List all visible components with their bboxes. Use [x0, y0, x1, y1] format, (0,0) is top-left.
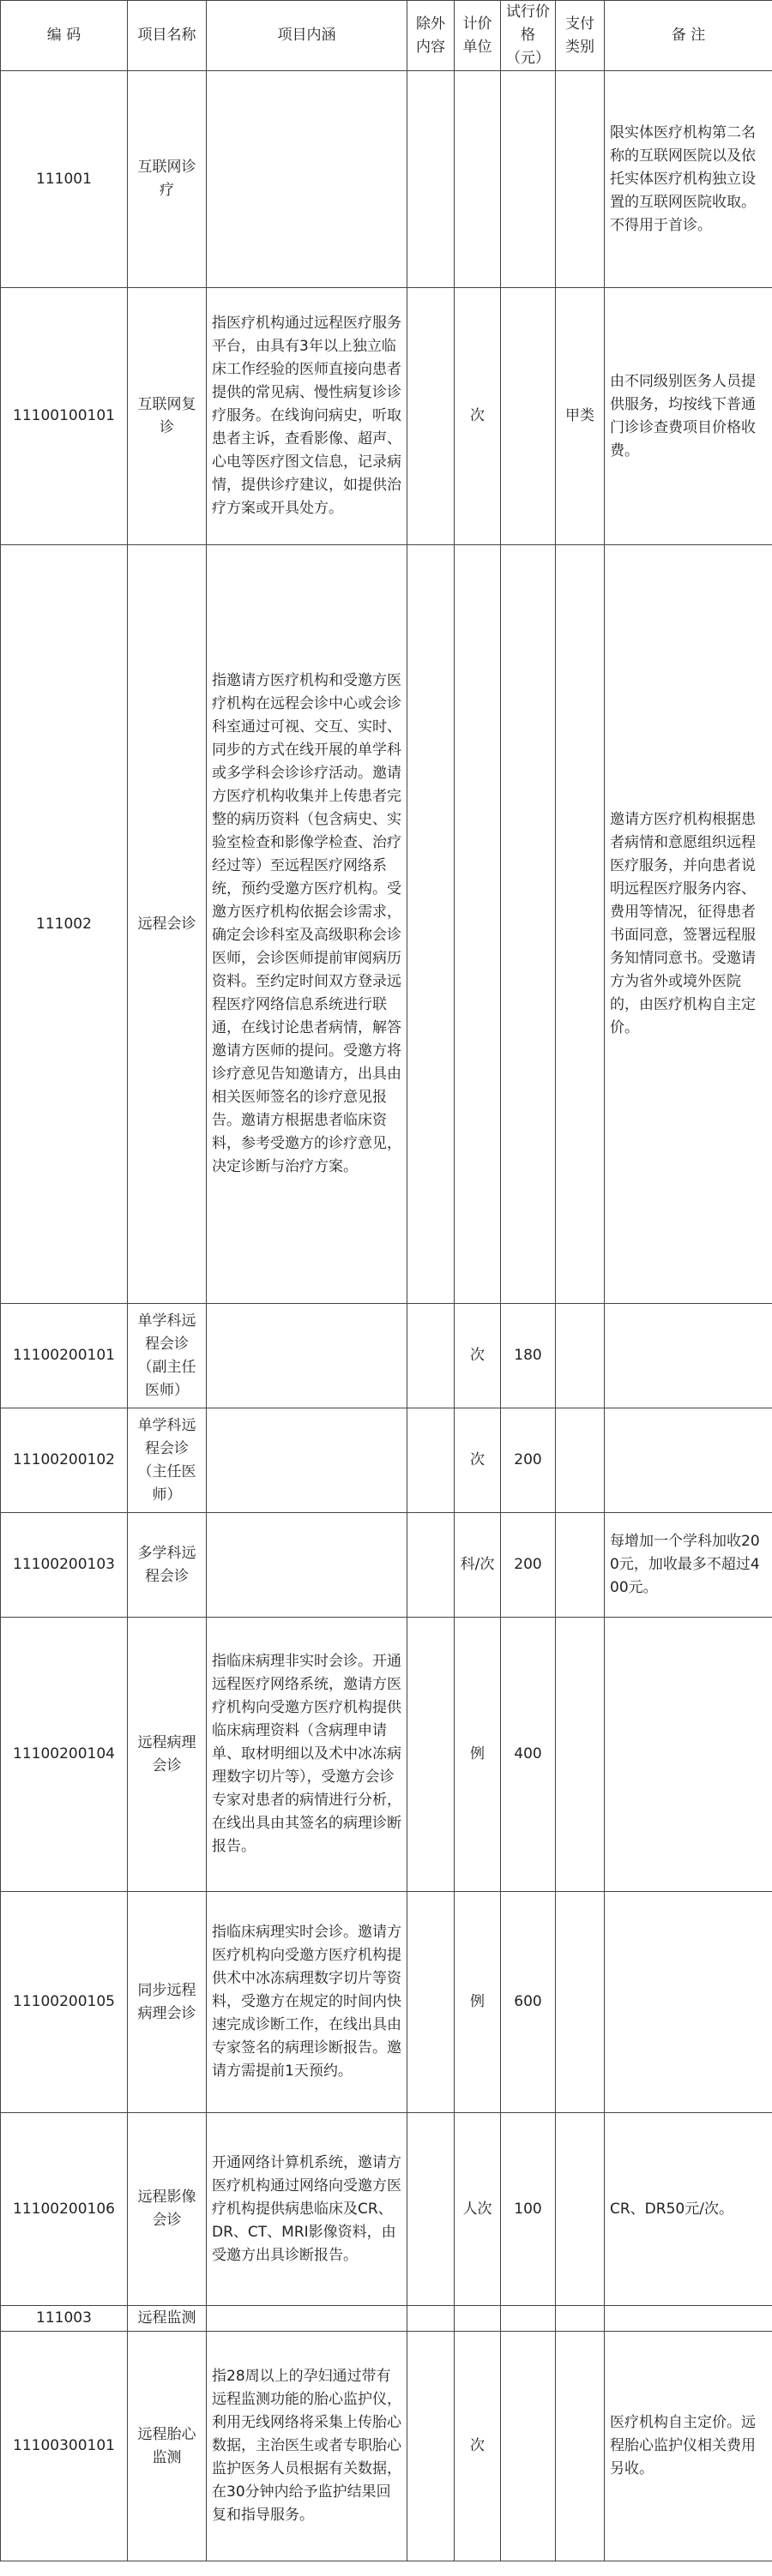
cell-unit: 次 — [455, 1304, 501, 1408]
cell-unit: 人次 — [455, 2113, 501, 2306]
table-row — [1, 1408, 772, 1513]
cell-name: 远程胎心监测 — [128, 2332, 207, 2561]
cell-remark: 邀请方医疗机构根据患者病情和意愿组织远程医疗服务，并向患者说明远程医疗服务内容、费用等情况，征得患者书面同意，签署远程服务知情同意书。受邀请方为省外或境外医院的，由医疗机构自主定价。 — [605, 545, 772, 1304]
cell-desc: 指28周以上的孕妇通过带有远程监测功能的胎心监护仪，利用无线网络将采集上传胎心数据，主治医生或者专职胎心监护医务人员根据有关数据，在30分钟内给予监护结果回复和指导服务。 — [207, 2332, 407, 2561]
cell-code: 11100200103 — [1, 1513, 128, 1618]
cell-unit: 次 — [455, 2332, 501, 2561]
cell-code: 11100200106 — [1, 2113, 128, 2306]
cell-excl — [407, 1304, 455, 1408]
cell-remark — [605, 1618, 772, 1892]
table-header-row — [1, 1, 772, 71]
cell-name: 互联网复诊 — [128, 288, 207, 545]
cell-price: 600 — [501, 1892, 556, 2113]
cell-excl — [407, 2113, 455, 2306]
header-desc: 项目内涵 — [207, 1, 407, 71]
table-row — [1, 71, 772, 288]
cell-price — [501, 545, 556, 1304]
cell-price: 200 — [501, 1408, 556, 1513]
cell-remark: 由不同级别医务人员提供服务，均按线下普通门诊诊查费项目价格收费。 — [605, 288, 772, 545]
cell-desc: 开通网络计算机系统，邀请方医疗机构通过网络向受邀方医疗机构提供病患临床及CR、DR、CT、MRI影像资料，由受邀方出具诊断报告。 — [207, 2113, 407, 2306]
cell-remark — [605, 1892, 772, 2113]
cell-desc: 指临床病理实时会诊。邀请方医疗机构向受邀方医疗机构提供术中冰冻病理数字切片等资料，受邀方在规定的时间内快速完成诊断工作，在线出具由专家签名的病理诊断报告。邀请方需提前1天预约。 — [207, 1892, 407, 2113]
cell-name: 互联网诊疗 — [128, 71, 207, 288]
cell-code: 11100200102 — [1, 1408, 128, 1513]
cell-desc — [207, 1513, 407, 1618]
cell-code: 11100200104 — [1, 1618, 128, 1892]
cell-excl — [407, 1892, 455, 2113]
table-row — [1, 2306, 772, 2332]
cell-pay — [556, 1618, 605, 1892]
table-row — [1, 545, 772, 1304]
cell-code: 111002 — [1, 545, 128, 1304]
cell-desc — [207, 1408, 407, 1513]
cell-excl — [407, 288, 455, 545]
cell-remark: 医疗机构自主定价。远程胎心监护仪相关费用另收。 — [605, 2332, 772, 2561]
cell-pay — [556, 71, 605, 288]
cell-name: 远程影像会诊 — [128, 2113, 207, 2306]
cell-unit — [455, 2306, 501, 2332]
cell-excl — [407, 71, 455, 288]
cell-desc — [207, 1304, 407, 1408]
cell-desc — [207, 2306, 407, 2332]
header-remark: 备 注 — [605, 1, 772, 71]
cell-code: 11100200101 — [1, 1304, 128, 1408]
header-excl: 除外内容 — [407, 1, 455, 71]
cell-pay — [556, 1513, 605, 1618]
cell-code: 11100100101 — [1, 288, 128, 545]
cell-pay — [556, 2306, 605, 2332]
cell-excl — [407, 545, 455, 1304]
table-row — [1, 1618, 772, 1892]
cell-unit: 次 — [455, 288, 501, 545]
cell-code: 11100200105 — [1, 1892, 128, 2113]
cell-desc — [207, 71, 407, 288]
cell-name: 同步远程病理会诊 — [128, 1892, 207, 2113]
cell-pay — [556, 2113, 605, 2306]
cell-pay: 甲类 — [556, 288, 605, 545]
cell-unit: 例 — [455, 1618, 501, 1892]
cell-remark: 每增加一个学科加收200元，加收最多不超过400元。 — [605, 1513, 772, 1618]
cell-price: 200 — [501, 1513, 556, 1618]
cell-name: 单学科远程会诊（主任医师） — [128, 1408, 207, 1513]
cell-remark — [605, 2306, 772, 2332]
cell-excl — [407, 2306, 455, 2332]
header-unit: 计价单位 — [455, 1, 501, 71]
cell-name: 远程病理会诊 — [128, 1618, 207, 1892]
cell-excl — [407, 1513, 455, 1618]
table-row — [1, 1892, 772, 2113]
header-pay: 支付类别 — [556, 1, 605, 71]
cell-unit: 例 — [455, 1892, 501, 2113]
cell-pay — [556, 545, 605, 1304]
table-row — [1, 288, 772, 545]
cell-code: 111003 — [1, 2306, 128, 2332]
cell-remark — [605, 1408, 772, 1513]
cell-desc: 指临床病理非实时会诊。开通远程医疗网络系统，邀请方医疗机构向受邀方医疗机构提供临床病理资料（含病理申请单、取材明细以及术中冰冻病理数字切片等），受邀方会诊专家对患者的病情进行分析，在线出具由其签名的病理诊断报告。 — [207, 1618, 407, 1892]
cell-price: 180 — [501, 1304, 556, 1408]
cell-remark — [605, 1304, 772, 1408]
cell-desc: 指医疗机构通过远程医疗服务平台，由具有3年以上独立临床工作经验的医师直接向患者提供的常见病、慢性病复诊诊疗服务。在线询问病史，听取患者主诉，查看影像、超声、心电等医疗图文信息，记录病情，提供诊疗建议，如提供治疗方案或开具处方。 — [207, 288, 407, 545]
cell-name: 远程监测 — [128, 2306, 207, 2332]
cell-name: 多学科远程会诊 — [128, 1513, 207, 1618]
cell-price — [501, 71, 556, 288]
table-row — [1, 2332, 772, 2561]
cell-code: 11100300101 — [1, 2332, 128, 2561]
header-name: 项目名称 — [128, 1, 207, 71]
cell-excl — [407, 1408, 455, 1513]
cell-unit — [455, 71, 501, 288]
header-price: 试行价格（元） — [501, 1, 556, 71]
cell-remark: CR、DR50元/次。 — [605, 2113, 772, 2306]
cell-remark: 限实体医疗机构第二名称的互联网医院以及依托实体医疗机构独立设置的互联网医院收取。不得用于首诊。 — [605, 71, 772, 288]
cell-desc: 指邀请方医疗机构和受邀方医疗机构在远程会诊中心或会诊科室通过可视、交互、实时、同步的方式在线开展的单学科或多学科会诊诊疗活动。邀请方医疗机构收集并上传患者完整的病历资料（包含病史、实验室检查和影像学检查、治疗经过等）至远程医疗网络系统，预约受邀方医疗机构。受邀方医疗机构依据会诊需求，确定会诊科室及高级职称会诊医师，会诊医师提前审阅病历资料。至约定时间双方登录远程医疗网络信息系统进行联通，在线讨论患者病情，解答邀请方医师的提问。受邀方将诊疗意见告知邀请方，出具由相关医师签名的诊疗意见报告。邀请方根据患者临床资料，参考受邀方的诊疗意见，决定诊断与治疗方案。 — [207, 545, 407, 1304]
cell-price — [501, 2306, 556, 2332]
cell-price: 100 — [501, 2113, 556, 2306]
cell-pay — [556, 1304, 605, 1408]
table-row — [1, 1513, 772, 1618]
cell-name: 远程会诊 — [128, 545, 207, 1304]
cell-code: 111001 — [1, 71, 128, 288]
cell-unit: 次 — [455, 1408, 501, 1513]
cell-price — [501, 2332, 556, 2561]
cell-unit — [455, 545, 501, 1304]
cell-excl — [407, 2332, 455, 2561]
header-code: 编 码 — [1, 1, 128, 71]
cell-name: 单学科远程会诊（副主任医师） — [128, 1304, 207, 1408]
cell-price — [501, 288, 556, 545]
cell-excl — [407, 1618, 455, 1892]
table-row — [1, 2113, 772, 2306]
cell-pay — [556, 2332, 605, 2561]
cell-pay — [556, 1892, 605, 2113]
table-row — [1, 1304, 772, 1408]
cell-price: 400 — [501, 1618, 556, 1892]
cell-pay — [556, 1408, 605, 1513]
cell-unit: 科/次 — [455, 1513, 501, 1618]
